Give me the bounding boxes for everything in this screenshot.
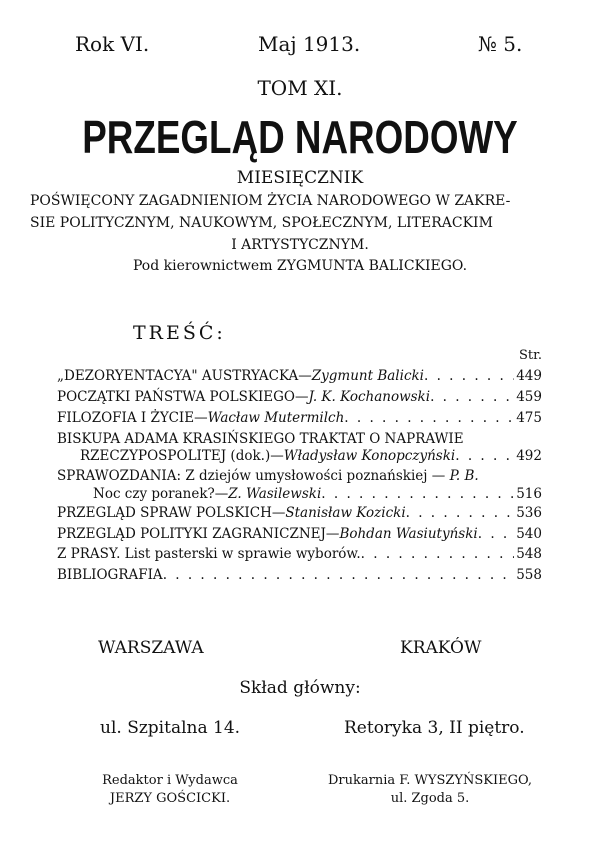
toc-entry-author: Władysław Konopczyński <box>283 448 456 464</box>
toc-entry-title: POCZĄTKI PAŃSTWA POLSKIEGO— <box>57 389 309 405</box>
toc-entry <box>57 387 542 407</box>
printer-block <box>305 772 555 808</box>
depot-label: Skład główny: <box>239 678 361 698</box>
volume-label: TOM XI. <box>257 76 343 100</box>
toc-entry-title: Noc czy poranek?— <box>93 486 229 502</box>
toc-entry <box>93 484 542 504</box>
toc-entry-author: Stanisław Kozicki <box>285 505 406 521</box>
toc-entry-author: Bohdan Wasiutyński <box>339 526 478 542</box>
toc-entry <box>80 446 542 466</box>
leader-dots <box>361 544 515 564</box>
toc-entry-page: 459 <box>516 389 542 405</box>
page-column-label: Str. <box>518 348 542 363</box>
journal-subtitle: MIESIĘCZNIK <box>236 168 364 188</box>
toc-entry-page: 492 <box>516 448 542 464</box>
leader-dots <box>430 387 514 407</box>
toc-entry-author: P. B. <box>449 468 479 484</box>
toc-entry-title: SPRAWOZDANIA: Z dziejów umysłowości poznańskiej — <box>57 468 450 484</box>
toc-entry <box>57 408 542 428</box>
printer-name: Drukarnia F. WYSZYŃSKIEGO, <box>327 773 533 788</box>
toc-entry <box>57 565 542 585</box>
toc-entry <box>57 503 542 523</box>
toc-entry-title: FILOZOFIA I ŻYCIE— <box>57 410 208 426</box>
toc-entry-title: BIBLIOGRAFIA <box>57 567 163 583</box>
toc-entry-title: PRZEGLĄD POLITYKI ZAGRANICZNEJ— <box>57 526 340 542</box>
toc-entry-title: PRZEGLĄD SPRAW POLSKICH— <box>57 505 286 521</box>
description-line: SIE POLITYCZNYM, NAUKOWYM, SPOŁECZNYM, LITERACKIM <box>30 215 493 231</box>
description-line: POŚWIĘCONY ZAGADNIENIOM ŻYCIA NARODOWEGO W ZAKRE- <box>30 193 511 209</box>
leader-dots <box>344 408 514 428</box>
journal-title: PRZEGLĄD NARODOWY <box>82 111 518 163</box>
leader-dots <box>478 524 514 544</box>
leader-dots <box>163 565 515 585</box>
toc-entry-page: 536 <box>516 505 542 521</box>
editor-block <box>80 772 260 808</box>
description-line: I ARTYSTYCZNYM. <box>231 237 369 253</box>
editorship-line: Pod kierownictwem ZYGMUNTA BALICKIEGO. <box>132 258 468 274</box>
toc-heading: TREŚĆ: <box>133 322 226 344</box>
toc-entry <box>57 524 542 544</box>
year-label: Rok VI. <box>75 32 150 56</box>
journal-description <box>30 190 570 256</box>
toc-entry-author: Zygmunt Balicki <box>311 368 424 384</box>
issue-date: Maj 1913. <box>258 32 361 56</box>
city-warsaw: WARSZAWA <box>98 638 204 658</box>
leader-dots <box>424 366 514 386</box>
toc-entry-title: RZECZYPOSPOLITEJ (dok.)— <box>80 448 284 464</box>
toc-entry <box>57 544 542 564</box>
toc-entry-title: „DEZORYENTACYA" AUSTRYACKA— <box>57 368 312 384</box>
toc-entry-title: BISKUPA ADAMA KRASIŃSKIEGO TRAKTAT O NAPRAWIE <box>57 431 464 447</box>
toc-entry-page: 540 <box>516 526 542 542</box>
city-krakow: KRAKÓW <box>400 638 482 658</box>
issue-number: № 5. <box>478 32 523 56</box>
editor-name: JERZY GOŚCICKI. <box>109 791 231 806</box>
leader-dots <box>321 484 514 504</box>
editor-role: Redaktor i Wydawca <box>102 773 238 788</box>
printer-address: ul. Zgoda 5. <box>390 791 470 806</box>
toc-entry-title: Z PRASY. List pasterski w sprawie wyborów. <box>57 546 361 562</box>
toc-entry-author: Z. Wasilewski <box>228 486 322 502</box>
address-krakow: Retoryka 3, II piętro. <box>344 718 525 738</box>
toc-entry-author: J. K. Kochanowski <box>308 389 431 405</box>
toc-entry-page: 449 <box>516 368 542 384</box>
leader-dots <box>406 503 515 523</box>
toc-entry-page: 475 <box>516 410 542 426</box>
toc-entry-author: Wacław Mutermilch <box>207 410 345 426</box>
toc-entry-page: 558 <box>516 567 542 583</box>
toc-entry <box>57 366 542 386</box>
toc-entry-page: 516 <box>516 486 542 502</box>
toc-entry-page: 548 <box>516 546 542 562</box>
toc-entry <box>57 466 542 486</box>
leader-dots <box>455 446 514 466</box>
address-warsaw: ul. Szpitalna 14. <box>100 718 241 738</box>
